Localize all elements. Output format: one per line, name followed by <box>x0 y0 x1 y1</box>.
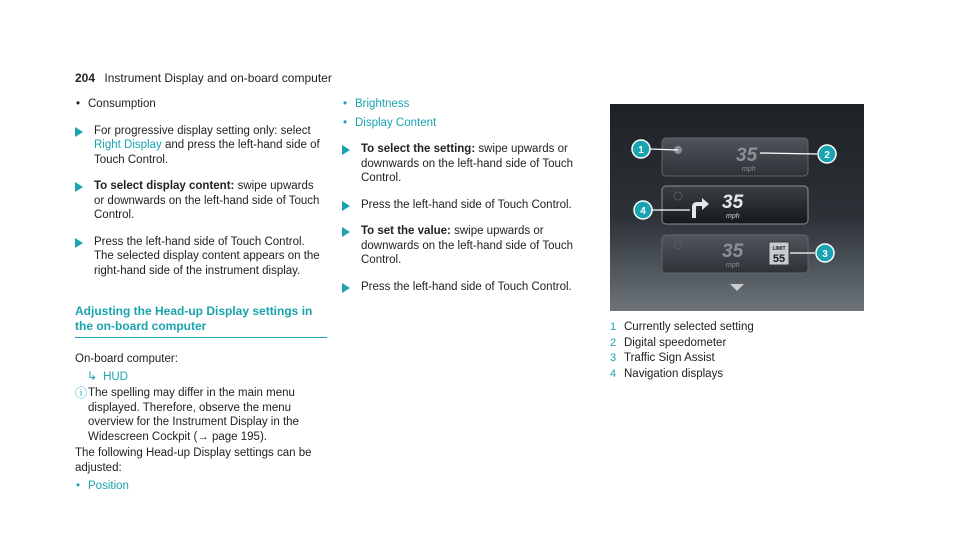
legend-item <box>610 320 870 335</box>
column-1 <box>75 97 327 506</box>
speed-unit: mph <box>726 213 740 220</box>
hud-tile-speedometer <box>662 138 808 176</box>
legend-number: 3 <box>610 352 617 364</box>
step-arrow-icon <box>342 145 350 155</box>
submenu-arrow-icon: ↳ <box>87 368 98 383</box>
svg-text:2: 2 <box>824 150 830 161</box>
section-heading: Adjusting the Head-up Display settings in the on-board computer <box>75 304 327 338</box>
bullet-display-content-link[interactable]: • Display Content <box>342 116 594 131</box>
menu-path <box>75 369 327 385</box>
step-right-display: For progressive display setting only: select Right Display and press the left-hand side of Touch Control. <box>75 124 327 168</box>
step-arrow-icon <box>75 182 83 192</box>
step-arrow-icon <box>75 238 83 248</box>
speed-unit: mph <box>742 166 756 173</box>
legend-text: Navigation displays <box>624 367 724 380</box>
legend-number: 4 <box>610 367 617 380</box>
right-display-link[interactable]: Right Display <box>94 139 162 151</box>
limit-label: LIMIT <box>772 246 786 252</box>
svg-text:1: 1 <box>638 145 644 156</box>
step-arrow-icon <box>342 283 350 293</box>
callout-2 <box>818 145 836 163</box>
callout-1 <box>632 140 650 158</box>
svg-text:4: 4 <box>640 206 646 217</box>
bullet-position-link[interactable]: • Position <box>75 479 327 494</box>
speed-value: 35 <box>736 145 758 166</box>
step-press-touch-control: Press the left-hand side of Touch Control. The selected display content appears on the right-hand side of the instrument display. <box>75 235 327 279</box>
speed-value: 35 <box>722 241 744 262</box>
speed-unit: mph <box>726 262 740 269</box>
step-press-1: Press the left-hand side of Touch Control. <box>342 198 594 213</box>
page-header <box>75 71 332 85</box>
bullet-brightness-link[interactable]: • Brightness <box>342 97 594 112</box>
speed-limit-sign-icon <box>769 242 789 265</box>
legend-item <box>610 336 870 351</box>
svg-text:3: 3 <box>822 249 828 260</box>
bullet-consumption: • Consumption <box>75 97 327 112</box>
info-note: ⓘ The spelling may differ in the main menu displayed. Therefore, observe the menu overview for the Instrument Display in the Widescreen Cockpit (→ page 195). <box>75 386 299 443</box>
page-number: 204 <box>75 71 96 85</box>
limit-value: 55 <box>772 253 786 265</box>
step-select-setting: To select the setting: swipe upwards or downwards on the left-hand side of Touch Control. <box>342 142 594 186</box>
figure-legend <box>610 320 870 382</box>
legend-number: 2 <box>610 336 617 349</box>
step-arrow-icon <box>75 127 83 137</box>
step-arrow-icon <box>342 227 350 237</box>
hud-link[interactable]: HUD <box>103 370 128 383</box>
legend-text: Digital speedometer <box>624 336 727 349</box>
legend-text: Currently selected setting <box>624 321 754 333</box>
hud-tile-navigation <box>662 186 808 224</box>
header-title: Instrument Display and on-board computer <box>104 71 332 85</box>
legend-text: Traffic Sign Assist <box>624 352 715 364</box>
hud-tile-traffic-sign <box>662 235 808 273</box>
path-label: On-board computer: <box>75 353 178 365</box>
callout-4 <box>634 201 652 219</box>
hud-settings-figure <box>610 104 864 311</box>
following-settings-text: The following Head-up Display settings can be adjusted: <box>75 447 312 474</box>
step-select-display-content: To select display content: swipe upwards or downwards on the left-hand side of Touch Control. <box>75 179 327 223</box>
column-2 <box>342 97 594 306</box>
speed-value: 35 <box>722 192 744 213</box>
step-set-value: To set the value: swipe upwards or downwards on the left-hand side of Touch Control. <box>342 224 594 268</box>
legend-item <box>610 367 870 382</box>
legend-item <box>610 351 870 366</box>
step-press-2: Press the left-hand side of Touch Control. <box>342 280 594 295</box>
step-arrow-icon <box>342 201 350 211</box>
info-icon: ⓘ <box>75 386 88 400</box>
legend-number: 1 <box>610 321 617 333</box>
callout-3 <box>816 244 834 262</box>
